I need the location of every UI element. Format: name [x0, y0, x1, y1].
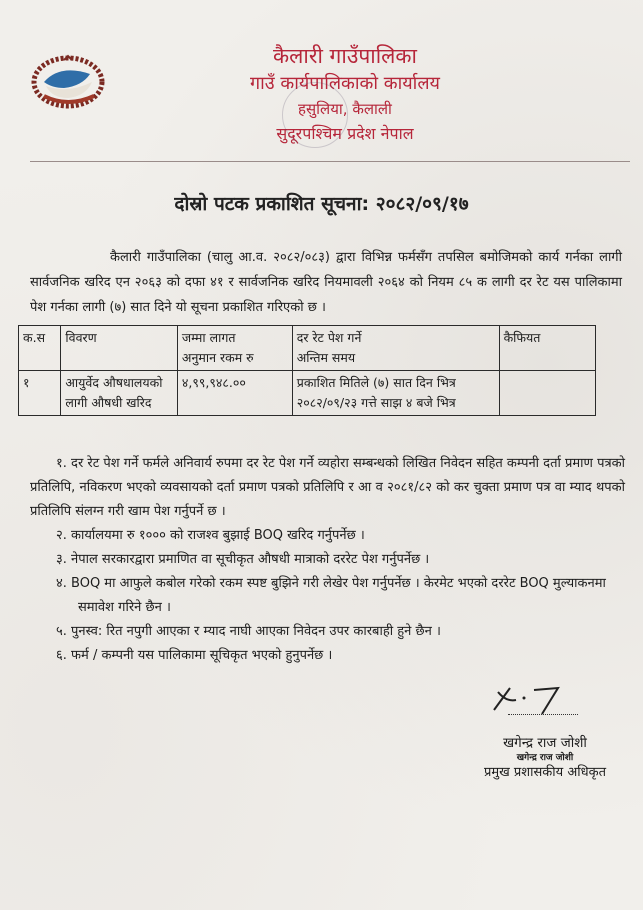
cell-cost: ४,९९,९४८.००: [177, 371, 292, 416]
header-deadline: दर रेट पेश गर्ने अन्तिम समय: [292, 326, 499, 371]
cell-description: आयुर्वेद औषधालयको लागी औषधी खरिद: [61, 371, 178, 416]
signature-line: [508, 714, 578, 715]
bid-table: [18, 325, 596, 416]
header-cost: जम्मा लागत अनुमान रकम रु: [177, 326, 292, 371]
signatory-name: खगेन्द्र राज जोशी: [503, 735, 587, 751]
office-location: हसुलिया, कैलाली: [298, 100, 392, 118]
signature-block: [470, 733, 620, 782]
notice-title: दोस्रो पटक प्रकाशित सूचना: २०८२/०९/१७: [174, 193, 469, 215]
table-header-row: [19, 326, 596, 371]
condition-item: ३. नेपाल सरकारद्वारा प्रमाणित वा सूचीकृत औषधी मात्राको दररेट पेश गर्नुपर्नेछ ।: [56, 552, 430, 567]
condition-item: २. कार्यालयमा रु १००० को राजश्व बुझाई BOQ खरिद गर्नुपर्नेछ ।: [56, 528, 365, 543]
header-description: विवरण: [61, 326, 178, 371]
letterhead-divider: [30, 161, 630, 162]
cell-deadline: प्रकाशित मितिले (७) सात दिन भित्र २०८२/०९/२३ गत्ते साझ ४ बजे भित्र: [292, 371, 499, 416]
signatory-stamp-name: खगेन्द्र राज जोशी: [516, 753, 574, 763]
signatory-title: प्रमुख प्रशासकीय अधिकृत: [483, 765, 607, 780]
conditions-list: [30, 452, 625, 668]
notice-intro: कैलारी गाउँपालिका (चालु आ.व. २०८२/०८३) द्वारा विभिन्न फर्मसँग तपसिल बमोजिमको कार्य गर्नका लागी सार्वजनिक खरिद एन २०६३ को दफा ४१ र सार्वजनिक खरिद नियमावली २०६४ को नियम ८५ क लागी दर रेट यस पालिकामा पेश गर्नका लागी (७) सात दिने यो सूचना प्रकाशित गरिएको छ ।: [30, 250, 623, 315]
condition-item: १. दर रेट पेश गर्ने फर्मले अनिवार्य रुपमा दर रेट पेश गर्ने व्यहोरा सम्बन्धको लिखित निवेदन सहित कम्पनी दर्ता प्रमाण पत्रको प्रतिलिपि, नविकरण भएको व्यवसायको दर्ता प्रमाण पत्रको प्रतिलिपि र आ व २०८१/८२ को कर चुक्ता प्रमाण पत्र वा म्याद थपको प्रतिलिपि संलग्न गरी खाम पेश गर्नुपर्ने छ ।: [30, 456, 625, 519]
nepal-emblem-icon: [30, 52, 106, 112]
letterhead: [200, 42, 490, 147]
header-remarks: कैफियत: [499, 326, 595, 371]
municipality-name: कैलारी गाउँपालिका: [273, 44, 417, 68]
cell-sn: १: [19, 371, 61, 416]
condition-item: ५. पुनस्व: रित नपुगी आएका र म्याद नाघी आएका निवेदन उपर कारबाही हुने छैन ।: [56, 624, 441, 639]
condition-item: ६. फर्म / कम्पनी यस पालिकामा सूचिकृत भएको हुनुपर्नेछ ।: [56, 648, 333, 663]
province-name: सुदूरपश्चिम प्रदेश नेपाल: [276, 124, 414, 143]
cell-remarks: [499, 371, 595, 416]
office-name: गाउँ कार्यपालिकाको कार्यालय: [250, 73, 440, 94]
office-stamp: [282, 82, 348, 148]
condition-item: ४. BOQ मा आफुले कबोल गरेको रकम स्पष्ट बुझिने गरी लेखेर पेश गर्नुपर्नेछ । केरमेट भएको दररेट BOQ मुल्याकनमा समावेश गरिने छैन ।: [56, 576, 606, 615]
header-sn: क.स: [19, 326, 61, 371]
table-row: [19, 371, 596, 416]
